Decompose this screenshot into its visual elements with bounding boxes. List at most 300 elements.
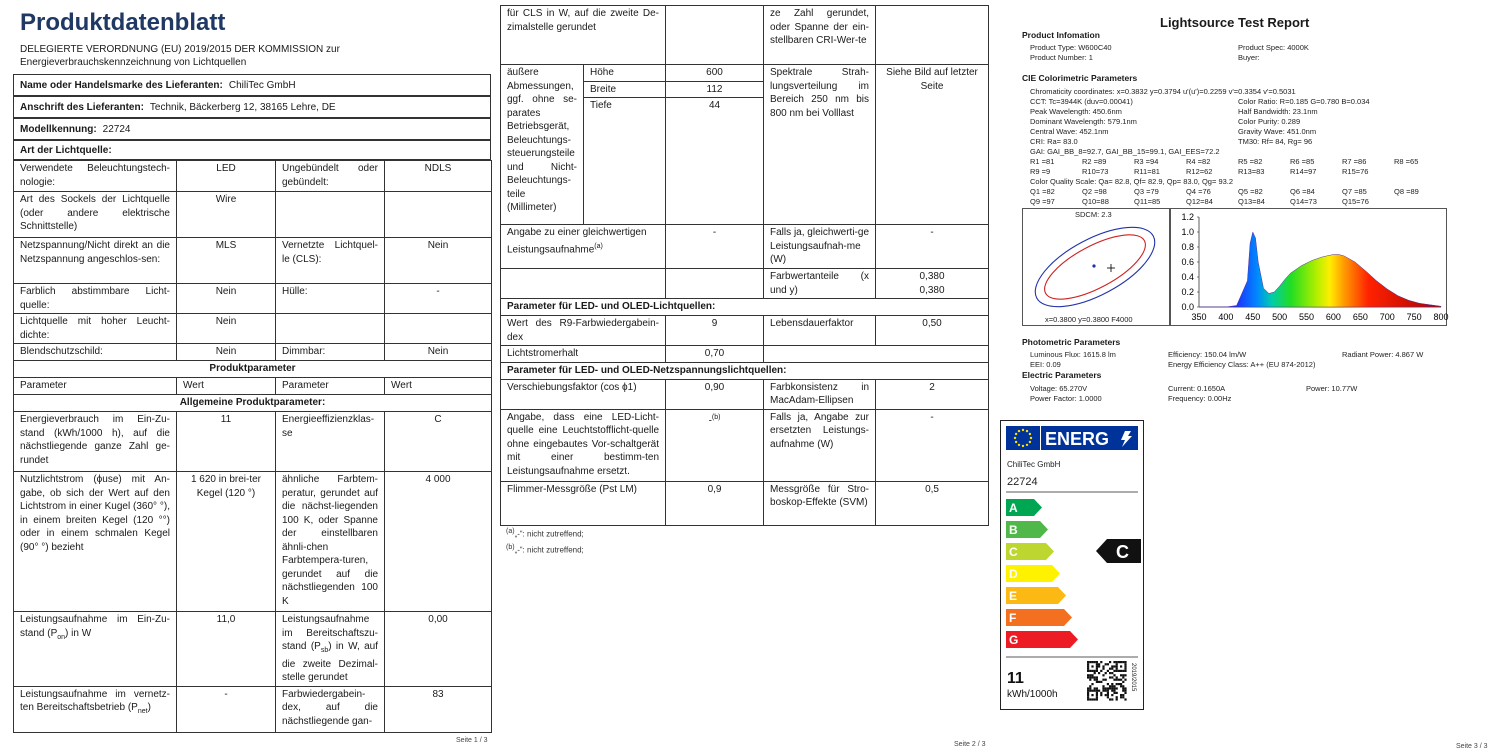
table-cell: Flimmer-Messgröße (Pst LM) <box>501 481 666 525</box>
art-label: Art der Lichtquelle: <box>20 144 112 156</box>
table-row <box>501 379 989 409</box>
spectrum-chart <box>1170 208 1447 326</box>
cell-text: ) <box>147 702 151 713</box>
table-cell <box>14 686 177 732</box>
class-indicator <box>1096 539 1141 563</box>
y-tick-label: 0.2 <box>1181 287 1194 297</box>
qr-module <box>1096 696 1098 698</box>
qr-module <box>1091 674 1093 676</box>
table-cell <box>276 314 385 344</box>
qr-module <box>1105 679 1107 681</box>
table-cell: 0,5 <box>876 481 989 525</box>
index-value: Q13=84 <box>1238 197 1265 206</box>
index-value: Q5 =82 <box>1238 187 1263 196</box>
x-tick-label: 650 <box>1352 312 1368 322</box>
qr-module <box>1091 690 1093 692</box>
qr-module <box>1120 696 1122 698</box>
index-value: R8 =65 <box>1394 157 1419 166</box>
table-cell: LED <box>177 161 276 192</box>
qr-module <box>1098 672 1100 674</box>
qr-module <box>1087 696 1089 698</box>
product-type: Product Type: W600C40 <box>1030 43 1112 52</box>
qr-module <box>1096 670 1098 672</box>
table-cell: 83 <box>385 686 492 732</box>
index-value: Q6 =84 <box>1290 187 1315 196</box>
footnote-mark: (b) <box>506 544 515 551</box>
column-header: Parameter <box>276 378 385 395</box>
table-cell: 44 <box>666 98 764 225</box>
table-cell <box>385 192 492 238</box>
qr-module <box>1094 690 1096 692</box>
table-row <box>14 686 492 732</box>
qr-module <box>1105 687 1107 689</box>
current: Current: 0.1650A <box>1168 384 1226 393</box>
table-row <box>14 378 492 395</box>
y-tick-label: 0.0 <box>1181 302 1194 312</box>
index-value: R4 =82 <box>1186 157 1211 166</box>
cie-line: CCT: Tc=3944K (duv=0.00041) <box>1030 97 1133 106</box>
qr-module <box>1087 698 1089 700</box>
qr-code-icon <box>1087 661 1127 701</box>
qr-module <box>1122 685 1124 687</box>
qr-module <box>1091 683 1093 685</box>
table-row <box>501 269 989 299</box>
energy-efficiency-class: Energy Efficiency Class: A++ (EU 874-2012) <box>1168 360 1316 369</box>
page-number: Seite 2 / 3 <box>954 741 986 748</box>
qr-module <box>1102 687 1104 689</box>
qr-module <box>1113 665 1115 667</box>
page-title: Produktdatenblatt <box>20 9 226 36</box>
index-value: R6 =85 <box>1290 157 1315 166</box>
qr-module <box>1096 668 1098 670</box>
table-cell: - <box>876 409 989 481</box>
qr-module <box>1102 665 1104 667</box>
table-cell <box>764 346 989 363</box>
index-value: R14=97 <box>1290 167 1317 176</box>
qr-module <box>1118 670 1120 672</box>
qr-module <box>1118 679 1120 681</box>
qr-module <box>1089 661 1091 663</box>
x-tick-label: 450 <box>1245 312 1261 322</box>
table-cell: Energieeffizienzklas-se <box>276 412 385 472</box>
qr-module <box>1109 698 1111 700</box>
footnote-a <box>506 528 584 539</box>
cie-heading: CIE Colorimetric Parameters <box>1022 73 1138 83</box>
table-row <box>14 238 492 284</box>
qr-module <box>1096 676 1098 678</box>
class-scale <box>1006 499 1078 648</box>
supplier-value: ChiliTec GmbH <box>228 79 296 91</box>
cie-line: Dominant Wavelength: 579.1nm <box>1030 117 1137 126</box>
qr-module <box>1089 698 1091 700</box>
superscript: (a) <box>594 242 603 250</box>
cie-line: Color Ratio: R=0.185 G=0.780 B=0.034 <box>1238 97 1370 106</box>
table-cell: Nutzlichtstrom (ϕuse) mit An-gabe, ob sich der Wert auf den Lichtstrom in einer Kugel (360° °), in einem breiten Kegel (120 °°) oder in einem schmalen Kegel (90° °) bezieht <box>14 472 177 612</box>
spectrum-graphic <box>1171 209 1449 325</box>
cie-line: GAI: GAI_BB_8=92.7, GAI_BB_15=99.1, GAI_EES=72.2 <box>1030 147 1220 156</box>
index-value: Q10=88 <box>1082 197 1109 206</box>
qr-module <box>1096 687 1098 689</box>
qr-module <box>1098 665 1100 667</box>
cie-line: Central Wave: 452.1nm <box>1030 127 1109 136</box>
qr-module <box>1105 672 1107 674</box>
qr-module <box>1111 668 1113 670</box>
table-cell: Falls ja, Angabe zur ersetzten Leistungs-aufnahme (W) <box>764 409 876 481</box>
qr-module <box>1116 698 1118 700</box>
qr-module <box>1111 685 1113 687</box>
report-title: Lightsource Test Report <box>1160 15 1310 30</box>
table-cell <box>501 225 666 269</box>
supplier-field <box>13 74 491 96</box>
eu-star <box>1015 441 1017 443</box>
qr-module <box>1124 692 1126 694</box>
index-value: R13=83 <box>1238 167 1265 176</box>
eu-star <box>1029 441 1031 443</box>
light-source-table <box>13 160 492 733</box>
table-cell: Dimmbar: <box>276 344 385 361</box>
table-cell: Farbkonsistenz in MacAdam-Ellipsen <box>764 379 876 409</box>
product-number: Product Number: 1 <box>1030 53 1093 62</box>
table-row <box>501 225 989 269</box>
table-row <box>14 344 492 361</box>
table-cell <box>501 269 666 299</box>
eu-star <box>1022 429 1024 431</box>
table-cell: Wert des R9-Farbwiedergabein-dex <box>501 316 666 346</box>
index-value: Q14=73 <box>1290 197 1317 206</box>
table-cell: 9 <box>666 316 764 346</box>
qr-module <box>1120 665 1122 667</box>
table-row <box>14 472 492 612</box>
qr-module <box>1113 661 1115 663</box>
qr-module <box>1096 698 1098 700</box>
qr-module <box>1109 661 1111 663</box>
table-cell: Breite <box>584 81 666 98</box>
qr-module <box>1100 681 1102 683</box>
qr-module <box>1111 683 1113 685</box>
table-cell <box>666 409 764 481</box>
qr-module <box>1107 696 1109 698</box>
qr-module <box>1107 670 1109 672</box>
qr-module <box>1122 687 1124 689</box>
index-value: Q8 =89 <box>1394 187 1419 196</box>
qr-module <box>1120 661 1122 663</box>
class-letter: F <box>1009 611 1017 625</box>
table-cell: 112 <box>666 81 764 98</box>
table-cell: 600 <box>666 65 764 82</box>
index-value: Q15=76 <box>1342 197 1369 206</box>
supplier-label: Name oder Handelsmarke des Lieferanten: <box>20 79 223 91</box>
qr-module <box>1105 690 1107 692</box>
cie-line: Color Purity: 0.289 <box>1238 117 1301 126</box>
index-value: R15=76 <box>1342 167 1369 176</box>
x-tick-label: 350 <box>1191 312 1207 322</box>
qr-module <box>1116 676 1118 678</box>
spectrum-area <box>1199 232 1441 307</box>
index-value: R3 =94 <box>1134 157 1159 166</box>
qr-module <box>1109 685 1111 687</box>
section-header: Produktparameter <box>14 361 492 378</box>
address-value: Technik, Bäckerberg 12, 38165 Lehre, DE <box>149 101 336 113</box>
superscript: (b) <box>711 413 721 421</box>
table-cell: Art des Sockels der Lichtquelle (oder andere elektrische Schnittstelle) <box>14 192 177 238</box>
subscript: sb <box>320 647 329 654</box>
datasheet-page-2 <box>500 0 1000 748</box>
section-header: Parameter für LED- und OLED-Netzspannungslichtquellen: <box>501 362 989 379</box>
x-tick-label: 600 <box>1325 312 1341 322</box>
table-cell: Lichtquelle mit hoher Leucht-dichte: <box>14 314 177 344</box>
cell-text: 0,380 <box>919 284 945 296</box>
class-letter: E <box>1009 589 1018 603</box>
energy-label <box>1000 420 1144 710</box>
index-value: R7 =86 <box>1342 157 1367 166</box>
qr-module <box>1118 661 1120 663</box>
index-value: Q1 =82 <box>1030 187 1055 196</box>
table-cell <box>876 6 989 65</box>
y-tick-label: 0.4 <box>1181 272 1194 282</box>
qr-module <box>1096 681 1098 683</box>
cell-text: Angabe zu einer gleichwertigen Leistungsaufnahme <box>507 227 647 255</box>
table-cell: Nein <box>385 238 492 284</box>
qr-module <box>1091 670 1093 672</box>
qr-module <box>1111 687 1113 689</box>
index-value: R1 =81 <box>1030 157 1055 166</box>
qr-module <box>1113 670 1115 672</box>
table-row <box>501 6 989 65</box>
index-value: Q4 =76 <box>1186 187 1211 196</box>
table-row <box>501 409 989 481</box>
qr-module <box>1124 670 1126 672</box>
qr-module <box>1124 679 1126 681</box>
table-cell: 0,90 <box>666 379 764 409</box>
qr-module <box>1122 674 1124 676</box>
sdcm-ellipse-chart <box>1022 208 1170 326</box>
energy-supplier: ChiliTec GmbH <box>1007 460 1061 469</box>
table-cell: Spektrale Strah-lungsverteilung im Bereich 250 nm bis 800 nm bei Volllast <box>764 65 876 225</box>
table-row <box>501 362 989 379</box>
address-field <box>13 96 491 118</box>
qr-module <box>1111 698 1113 700</box>
table-cell: Nein <box>177 284 276 314</box>
qr-module <box>1107 683 1109 685</box>
product-parameter-table <box>500 5 989 526</box>
table-cell: Lebensdauerfaktor <box>764 316 876 346</box>
table-cell: - <box>666 225 764 269</box>
column-header: Wert <box>385 378 492 395</box>
sdcm-ellipse-graphic <box>1023 209 1169 325</box>
qr-module <box>1113 679 1115 681</box>
table-cell <box>666 269 764 299</box>
buyer: Buyer: <box>1238 53 1260 62</box>
table-row <box>14 161 492 192</box>
qr-module <box>1094 687 1096 689</box>
qr-module <box>1089 674 1091 676</box>
qr-module <box>1087 692 1089 694</box>
qr-module <box>1124 665 1126 667</box>
energy-regulation: 2019/2015 <box>1130 663 1136 692</box>
table-cell: Nein <box>385 344 492 361</box>
section-header: Allgemeine Produktparameter: <box>14 395 492 412</box>
footnote-mark: (a) <box>506 528 515 535</box>
qr-module <box>1091 694 1093 696</box>
efficiency: Efficiency: 150.04 lm/W <box>1168 350 1247 359</box>
y-tick-label: 1.2 <box>1181 212 1194 222</box>
table-cell: ze Zahl gerundet, oder Spanne der ein-stellbaren CRI-Wer-te <box>764 6 876 65</box>
power: Power: 10.77W <box>1306 384 1358 393</box>
qr-module <box>1113 692 1115 694</box>
table-cell: 2 <box>876 379 989 409</box>
table-cell: - <box>177 686 276 732</box>
table-cell: für CLS in W, auf die zweite De-zimalstelle gerundet <box>501 6 666 65</box>
qr-module <box>1100 692 1102 694</box>
table-cell: 0,50 <box>876 316 989 346</box>
qr-module <box>1120 670 1122 672</box>
qr-module <box>1096 692 1098 694</box>
qr-module <box>1109 668 1111 670</box>
qr-module <box>1116 696 1118 698</box>
qr-module <box>1087 676 1089 678</box>
cell-text: ) in W, auf die zweite Dezimal-stelle gerundet <box>282 641 378 683</box>
x-tick-label: 500 <box>1272 312 1288 322</box>
qr-module <box>1116 665 1118 667</box>
qr-module <box>1122 694 1124 696</box>
table-cell: Angabe, dass eine LED-Licht-quelle eine Leuchtstofflicht-quelle ohne eingebautes Vor-schaltgerät mit einer bestimm-ten Leistungsaufnahme ersetzt. <box>501 409 666 481</box>
qr-module <box>1089 685 1091 687</box>
qr-module <box>1118 683 1120 685</box>
x-tick-label: 700 <box>1379 312 1395 322</box>
qr-module <box>1102 674 1104 676</box>
electric-heading: Electric Parameters <box>1022 370 1102 380</box>
art-field <box>13 140 491 160</box>
index-value: R9 =9 <box>1030 167 1051 176</box>
model-field <box>13 118 491 140</box>
footnote-text: „-“: nicht zutreffend; <box>514 545 584 555</box>
qr-module <box>1102 690 1104 692</box>
luminous-flux: Luminous Flux: 1615.8 lm <box>1030 350 1116 359</box>
qr-module <box>1107 690 1109 692</box>
qr-module <box>1089 676 1091 678</box>
table-cell: NDLS <box>385 161 492 192</box>
qr-module <box>1100 670 1102 672</box>
cie-line: CRI: Ra= 83.0 <box>1030 137 1078 146</box>
energy-brand: ENERG <box>1045 429 1110 449</box>
table-cell <box>14 612 177 687</box>
y-tick-label: 0.8 <box>1181 242 1194 252</box>
eu-star <box>1014 437 1016 439</box>
table-cell <box>666 6 764 65</box>
table-cell: ähnliche Farbtem-peratur, gerundet auf die nächst-liegenden 100 K, oder Spanne der einstellbaren ähnli-chen Farbtempera-turen, gerundet auf die nächstliegenden 100 K <box>276 472 385 612</box>
qr-module <box>1120 694 1122 696</box>
index-value: Q2 =98 <box>1082 187 1107 196</box>
table-cell: 11 <box>177 412 276 472</box>
table-cell <box>276 612 385 687</box>
table-cell: Nein <box>177 344 276 361</box>
qr-module <box>1116 692 1118 694</box>
table-cell: Wire <box>177 192 276 238</box>
qr-module <box>1096 694 1098 696</box>
table-cell: Vernetzte Lichtquel-le (CLS): <box>276 238 385 284</box>
table-cell: 0,9 <box>666 481 764 525</box>
index-value: R12=62 <box>1186 167 1213 176</box>
table-row <box>501 346 989 363</box>
x-tick-label: 800 <box>1433 312 1449 322</box>
qr-module <box>1087 674 1089 676</box>
qr-module <box>1122 681 1124 683</box>
qr-module <box>1109 672 1111 674</box>
voltage: Voltage: 65.270V <box>1030 384 1088 393</box>
table-cell: 4 000 <box>385 472 492 612</box>
cell-text: Leistungsaufnahme im vernetz-ten Bereitschaftsbetrieb (P <box>20 688 170 713</box>
qr-module <box>1098 663 1100 665</box>
qr-module <box>1100 694 1102 696</box>
qr-module <box>1120 683 1122 685</box>
table-cell: Verschiebungsfaktor (cos ϕ1) <box>501 379 666 409</box>
qr-module <box>1107 687 1109 689</box>
qr-module <box>1096 690 1098 692</box>
cie-line: TM30: Rf= 84, Rg= 96 <box>1238 137 1313 146</box>
class-letter: D <box>1009 567 1018 581</box>
model-label: Modellkennung: <box>20 123 97 135</box>
table-cell: Falls ja, gleichwerti-ge Leistungsaufnah-me (W) <box>764 225 876 269</box>
qr-module <box>1087 665 1089 667</box>
qr-module <box>1107 694 1109 696</box>
qr-module <box>1113 690 1115 692</box>
eei: EEI: 0.09 <box>1030 360 1061 369</box>
qr-module <box>1087 694 1089 696</box>
qr-module <box>1116 679 1118 681</box>
table-cell: Nein <box>177 314 276 344</box>
eu-star <box>1030 437 1032 439</box>
datasheet-page-1 <box>0 0 500 748</box>
qr-module <box>1122 696 1124 698</box>
class-letter: C <box>1009 545 1018 559</box>
cell-text: - <box>708 414 712 426</box>
qr-module <box>1094 679 1096 681</box>
qr-module <box>1089 687 1091 689</box>
qr-module <box>1124 674 1126 676</box>
color-quality-scale: Color Quality Scale: Qa= 82.8, Qf= 82.9, Qp= 83.0, Qg= 93.2 <box>1030 177 1234 186</box>
dimensions-label: äußere Abmessungen, ggf. ohne se-parates Betriebsgerät, Beleuchtungs-steuerungsteile und Nicht-Beleuchtungs-teile (Millimeter) <box>501 65 584 225</box>
qr-module <box>1122 661 1124 663</box>
qr-module <box>1109 687 1111 689</box>
qr-module <box>1116 668 1118 670</box>
cell-text: ) in W <box>65 627 92 639</box>
qr-module <box>1113 685 1115 687</box>
qr-module <box>1094 676 1096 678</box>
address-label: Anschrift des Lieferanten: <box>20 101 144 113</box>
table-cell: 0,70 <box>666 346 764 363</box>
energy-kwh-unit: kWh/1000h <box>1007 689 1058 700</box>
table-cell: Siehe Bild auf letzter Seite <box>876 65 989 225</box>
qr-module <box>1124 661 1126 663</box>
qr-module <box>1111 694 1113 696</box>
energy-label-graphic <box>1001 421 1143 709</box>
table-cell: Lichtstromerhalt <box>501 346 666 363</box>
qr-module <box>1091 665 1093 667</box>
table-cell: Farbwertanteile (x und y) <box>764 269 876 299</box>
eu-star <box>1026 430 1028 432</box>
qr-module <box>1096 661 1098 663</box>
cie-line: Chromaticity coordinates: x=0.3832 y=0.3794 u'(u')=0.2259 v'=0.3354 v'=0.5031 <box>1030 87 1296 96</box>
table-cell: MLS <box>177 238 276 284</box>
eu-star <box>1022 445 1024 447</box>
table-cell: Ungebündelt oder gebündelt: <box>276 161 385 192</box>
regulation-subtitle: DELEGIERTE VERORDNUNG (EU) 2019/2015 DER KOMMISSION zur Energieverbrauchskennzeichnung von Lichtquellen <box>20 44 340 68</box>
qr-module <box>1087 687 1089 689</box>
table-cell: Verwendete Beleuchtungstech-nologie: <box>14 161 177 192</box>
index-value: Q12=84 <box>1186 197 1213 206</box>
table-cell: Energieverbrauch im Ein-Zu-stand (kWh/1000 h), auf die nächstliegende ganze Zahl ge-rundet <box>14 412 177 472</box>
table-row <box>14 192 492 238</box>
